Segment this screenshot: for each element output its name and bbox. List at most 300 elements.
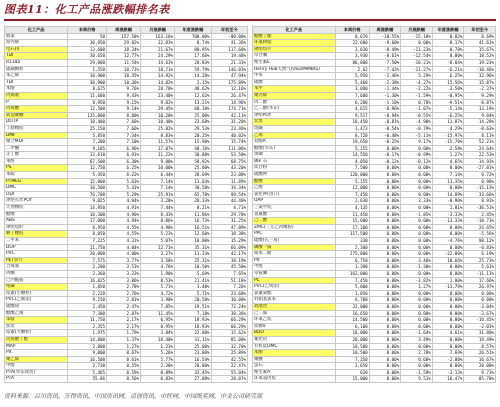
value-cell: 29.70%: [211, 211, 247, 218]
value-cell: 68.75%: [211, 158, 247, 165]
table-row: [253, 40, 496, 47]
value-cell: 16,500: [68, 356, 107, 363]
value-cell: 29,000: [68, 59, 107, 66]
value-cell: 175.89%: [211, 79, 247, 86]
product-name-cell: 钛白粉: [253, 165, 336, 172]
product-name-cell: 聚丙烯: [253, 92, 336, 99]
value-cell: 0.00%: [369, 205, 401, 212]
value-cell: 620: [335, 369, 369, 376]
value-cell: 8,675: [68, 86, 107, 93]
value-cell: -3.67%: [464, 310, 496, 317]
value-cell: -1.10%: [369, 99, 401, 106]
value-cell: 2.76%: [107, 290, 141, 297]
value-cell: 0.00%: [369, 343, 401, 350]
table-row: [5, 86, 248, 93]
table-row: [253, 172, 496, 179]
value-cell: 4.61%: [432, 330, 464, 337]
value-cell: 9,517: [335, 112, 369, 119]
product-name-cell: 甲醇: [5, 363, 68, 370]
value-cell: 2,800: [68, 343, 107, 350]
value-cell: 45.50%: [211, 264, 247, 271]
value-cell: -10.55%: [369, 33, 401, 40]
value-cell: 0.00%: [401, 310, 433, 317]
value-cell: 25.00%: [175, 165, 211, 172]
value-cell: 28.70%: [141, 86, 175, 93]
value-cell: 0.95%: [141, 317, 175, 324]
value-cell: 1,850: [68, 284, 107, 291]
value-cell: 4.00%: [107, 251, 141, 258]
product-name-cell: 乙烯: [253, 132, 336, 139]
value-cell: 0.00%: [369, 284, 401, 291]
value-cell: 24.65%: [464, 224, 496, 231]
product-name-cell: 烧碱: [253, 125, 336, 132]
value-cell: 0.00%: [432, 270, 464, 277]
value-cell: 30.36%: [211, 310, 247, 317]
value-cell: 22.08%: [175, 330, 211, 337]
value-cell: 0.00%: [369, 172, 401, 179]
value-cell: 0.00%: [369, 257, 401, 264]
value-cell: 6.25%: [432, 73, 464, 80]
value-cell: 0.00%: [369, 264, 401, 271]
value-cell: 13.35%: [432, 178, 464, 185]
table-row: [253, 218, 496, 225]
value-cell: 4.96%: [107, 211, 141, 218]
value-cell: 5,850: [68, 132, 107, 139]
value-cell: 16,025: [68, 277, 107, 284]
value-cell: 19.49%: [464, 336, 496, 343]
value-cell: 7,500: [335, 165, 369, 172]
value-cell: 5.26%: [141, 350, 175, 357]
value-cell: 0.00%: [369, 198, 401, 205]
value-cell: 5,950: [335, 73, 369, 80]
value-cell: -15.70%: [432, 139, 464, 146]
table-row: [253, 363, 496, 370]
value-cell: 14,800: [68, 336, 107, 343]
value-cell: 7.18%: [175, 310, 211, 317]
value-cell: 11.57%: [141, 139, 175, 146]
product-name-cell: 敌敌畏: [253, 303, 336, 310]
table-row: [253, 231, 496, 238]
product-name-cell: P: [5, 99, 68, 106]
value-cell: 10,500: [335, 350, 369, 357]
value-cell: -8.84%: [432, 59, 464, 66]
value-cell: -6.25%: [432, 112, 464, 119]
value-cell: 22.53%: [464, 152, 496, 159]
value-cell: 5,155: [335, 145, 369, 152]
value-cell: 16.47%: [432, 376, 464, 383]
product-name-cell: 醋酸乙烯: [5, 310, 68, 317]
value-cell: 19.23%: [464, 59, 496, 66]
table-row: [253, 66, 496, 73]
product-name-cell: 软泡聚醚: [5, 112, 68, 119]
value-cell: 0.00%: [369, 211, 401, 218]
product-name-cell: 正丁醇: [5, 152, 68, 159]
product-name-cell: ODI: [5, 191, 68, 198]
value-cell: 0.00%: [401, 205, 433, 212]
table-row: [253, 303, 496, 310]
table-row: [253, 310, 496, 317]
product-name-cell: 涤纶POY: [253, 112, 336, 119]
value-cell: 0.00%: [464, 290, 496, 297]
table-row: [253, 277, 496, 284]
table-row: [5, 165, 248, 172]
value-cell: 32.96%: [464, 73, 496, 80]
value-cell: -11.23%: [401, 46, 433, 53]
value-cell: -4.90%: [401, 119, 433, 126]
value-cell: 5,800: [335, 284, 369, 291]
value-cell: 6.96%: [107, 145, 141, 152]
value-cell: -0.55%: [401, 112, 433, 119]
product-name-cell: TDI: [5, 79, 68, 86]
value-cell: 29.53%: [175, 125, 211, 132]
value-cell: 20.33%: [175, 198, 211, 205]
value-cell: 27.08%: [175, 376, 211, 383]
value-cell: 14,550: [335, 152, 369, 159]
value-cell: 0.00%: [401, 323, 433, 330]
value-cell: 0.00%: [432, 290, 464, 297]
value-cell: 0.00%: [401, 231, 433, 238]
value-cell: 2.17%: [107, 317, 141, 324]
table-row: [253, 270, 496, 277]
product-name-cell: 醋酸丁酯: [253, 33, 336, 40]
title-rule: [4, 19, 496, 21]
value-cell: 8.57%: [464, 343, 496, 350]
value-cell: -11.11%: [464, 270, 496, 277]
value-cell: -9.60%: [369, 40, 401, 47]
value-cell: 15,000: [335, 376, 369, 383]
value-cell: 0.00%: [369, 350, 401, 357]
value-cell: 19.51%: [175, 303, 211, 310]
table-row: [5, 205, 248, 212]
value-cell: 8,050: [68, 231, 107, 238]
value-cell: 66.09%: [211, 244, 247, 251]
value-cell: 11,600: [68, 92, 107, 99]
table-row: [5, 323, 248, 330]
value-cell: 18.93%: [175, 323, 211, 330]
value-cell: -36.51%: [464, 205, 496, 212]
value-cell: 4.76%: [141, 264, 175, 271]
table-row: [5, 112, 248, 119]
value-cell: 8.11%: [464, 132, 496, 139]
value-cell: 14.92%: [141, 73, 175, 80]
value-cell: 5.77%: [141, 356, 175, 363]
value-cell: 0.00%: [369, 251, 401, 258]
value-cell: 6.25%: [107, 165, 141, 172]
value-cell: 0.78%: [401, 99, 433, 106]
value-cell: 0.95%: [141, 323, 175, 330]
tables-container: [4, 26, 496, 383]
value-cell: 4.98%: [141, 224, 175, 231]
value-cell: 8.74%: [175, 40, 211, 47]
column-header: 月涨跌幅: [141, 27, 175, 34]
value-cell: 7.26%: [211, 284, 247, 291]
value-cell: 5.71%: [141, 284, 175, 291]
value-cell: 0.00%: [432, 343, 464, 350]
product-name-cell: 天然橡胶: [5, 205, 68, 212]
value-cell: -10.45%: [464, 317, 496, 324]
value-cell: 7,200: [68, 139, 107, 146]
product-name-cell: OAP: [253, 198, 336, 205]
value-cell: 0.89%: [141, 369, 175, 376]
value-cell: 40.02%: [211, 132, 247, 139]
value-cell: 14,950: [68, 205, 107, 212]
value-cell: 5.07%: [141, 238, 175, 245]
value-cell: 0.00%: [401, 343, 433, 350]
value-cell: 15,600: [335, 218, 369, 225]
value-cell: -3.82%: [401, 277, 433, 284]
value-cell: 23.40%: [141, 92, 175, 99]
value-cell: 0.00%: [401, 317, 433, 324]
table-row: [253, 73, 496, 80]
value-cell: -8.49%: [369, 46, 401, 53]
value-cell: 10.71%: [141, 66, 175, 73]
value-cell: 65.78%: [175, 191, 211, 198]
value-cell: 0.00%: [369, 185, 401, 192]
value-cell: 20,000: [335, 336, 369, 343]
value-cell: 174.71%: [211, 106, 247, 113]
product-name-cell: 聚合MDI: [5, 139, 68, 146]
value-cell: 17.66%: [175, 53, 211, 60]
value-cell: 47.09%: [211, 224, 247, 231]
value-cell: 33.45%: [175, 369, 211, 376]
value-cell: 30.58%: [175, 185, 211, 192]
value-cell: 10.66%: [432, 257, 464, 264]
product-name-cell: 维生素E: [253, 59, 336, 66]
value-cell: 7.85%: [141, 303, 175, 310]
value-cell: -1.44%: [369, 86, 401, 93]
table-row: [253, 244, 496, 251]
value-cell: 18.38%: [211, 231, 247, 238]
value-cell: 163.16%: [141, 33, 175, 40]
value-cell: 5.71%: [175, 290, 211, 297]
table-row: [253, 59, 496, 66]
table-row: [5, 297, 248, 304]
table-row: [253, 79, 496, 86]
value-cell: 16.73%: [175, 218, 211, 225]
product-name-cell: PTA: [5, 376, 68, 383]
table-row: [5, 211, 248, 218]
value-cell: 3.77%: [107, 257, 141, 264]
value-cell: 13.64%: [175, 178, 211, 185]
value-cell: 23.68%: [175, 119, 211, 126]
table-row: [253, 205, 496, 212]
value-cell: 15.98%: [175, 139, 211, 146]
value-cell: 9.76%: [107, 86, 141, 93]
table-row: [5, 106, 248, 113]
value-cell: 3.23%: [107, 270, 141, 277]
value-cell: 4,050: [335, 158, 369, 165]
value-cell: -7.50%: [369, 59, 401, 66]
value-cell: 29.45%: [141, 106, 175, 113]
value-cell: 18,000: [335, 330, 369, 337]
value-cell: 0.00%: [401, 244, 433, 251]
table-row: [253, 224, 496, 231]
value-cell: 1.79%: [107, 330, 141, 337]
value-cell: 16,650: [335, 310, 369, 317]
column-header: 周涨跌幅: [369, 27, 401, 34]
table-row: [253, 376, 496, 383]
value-cell: 8.43%: [141, 211, 175, 218]
column-header: 本周价格: [68, 27, 107, 34]
value-cell: -6.21%: [432, 66, 464, 73]
value-cell: -1.64%: [401, 330, 433, 337]
table-row: [5, 284, 248, 291]
value-cell: 14.93%: [464, 158, 496, 165]
value-cell: 7,450: [335, 277, 369, 284]
value-cell: 55.86: [68, 376, 107, 383]
column-header: 月涨跌幅: [401, 27, 433, 34]
value-cell: -5.56%: [464, 231, 496, 238]
product-name-cell: 环氧乙烷: [253, 317, 336, 324]
value-cell: 85.70%: [464, 376, 496, 383]
table-row: [253, 178, 496, 185]
product-name-cell: 苯酐: [5, 158, 68, 165]
value-cell: -3.13%: [432, 369, 464, 376]
value-cell: 8.00%: [107, 112, 141, 119]
value-cell: 11.86%: [175, 211, 211, 218]
value-cell: 10,400: [68, 119, 107, 126]
product-name-cell: 己二酸: [253, 218, 336, 225]
product-name-cell: 电石(Ⅰ): [5, 46, 68, 53]
value-cell: -0.81%: [369, 119, 401, 126]
value-cell: 700.00%: [175, 33, 211, 40]
value-cell: 6.19%: [464, 251, 496, 258]
value-cell: 7.10%: [107, 139, 141, 146]
value-cell: 7,225: [68, 238, 107, 245]
product-name-cell: 三氯甲烷: [253, 205, 336, 212]
value-cell: 146.03%: [211, 66, 247, 73]
table-row: [253, 211, 496, 218]
table-row: [5, 251, 248, 258]
value-cell: -9.51%: [432, 99, 464, 106]
value-cell: 0.00%: [369, 231, 401, 238]
value-cell: 0.00%: [401, 178, 433, 185]
value-cell: 0.00%: [432, 317, 464, 324]
value-cell: 42.55%: [211, 356, 247, 363]
value-cell: 5.23%: [141, 231, 175, 238]
value-cell: 0.00%: [432, 303, 464, 310]
value-cell: 11.45%: [141, 310, 175, 317]
value-cell: 3.46%: [401, 257, 433, 264]
table-row: [253, 290, 496, 297]
value-cell: 3.28%: [141, 198, 175, 205]
value-cell: 0.00%: [401, 165, 433, 172]
value-cell: 24.64%: [464, 145, 496, 152]
value-cell: 0.00%: [432, 363, 464, 370]
value-cell: 30.00%: [211, 297, 247, 304]
table-row: [253, 132, 496, 139]
product-name-cell: 丙二醇: [253, 99, 336, 106]
value-cell: 99.54%: [211, 191, 247, 198]
value-cell: 5.61%: [464, 264, 496, 271]
value-cell: 3.40%: [175, 284, 211, 291]
value-cell: -4.27%: [401, 79, 433, 86]
product-name-cell: 顺丁橡胶: [5, 231, 68, 238]
value-cell: 0.00%: [369, 244, 401, 251]
value-cell: 43.20%: [211, 165, 247, 172]
value-cell: 2,360: [68, 270, 107, 277]
value-cell: 31.80%: [464, 330, 496, 337]
value-cell: 9,025: [68, 198, 107, 205]
value-cell: 31.20%: [211, 119, 247, 126]
value-cell: 5,465: [68, 369, 107, 376]
product-name-cell: 二甲醚: [5, 145, 68, 152]
product-name-cell: ABS: [5, 218, 68, 225]
product-name-cell: 氯氰菊酯: [253, 290, 336, 297]
value-cell: 47.94%: [211, 73, 247, 80]
value-cell: -0.94%: [369, 112, 401, 119]
value-cell: -12.54%: [401, 53, 433, 60]
value-cell: 5.29%: [401, 73, 433, 80]
value-cell: 17.07%: [141, 145, 175, 152]
value-cell: 53.50%: [211, 152, 247, 159]
value-cell: 14.89%: [432, 191, 464, 198]
value-cell: 9.29%: [464, 92, 496, 99]
value-cell: -15.13%: [464, 185, 496, 192]
value-cell: 6.72%: [464, 172, 496, 179]
value-cell: 72.24%: [211, 303, 247, 310]
product-name-cell: 丙烯腈: [5, 92, 68, 99]
product-name-cell: DOTP: [5, 119, 68, 126]
value-cell: 0.00%: [369, 178, 401, 185]
product-name-cell: 硫酸钾: [253, 172, 336, 179]
value-cell: 2.62: [335, 66, 369, 73]
value-cell: 0.00%: [432, 53, 464, 60]
product-name-cell: 苯酚: [253, 350, 336, 357]
value-cell: 9.51%: [401, 376, 433, 383]
value-cell: 0.98%: [464, 178, 496, 185]
value-cell: -2.37%: [464, 86, 496, 93]
value-cell: 3.90%: [141, 297, 175, 304]
value-cell: 10.00%: [141, 165, 175, 172]
table-row: [5, 191, 248, 198]
figure-title: 图表11：化工产品涨跌幅排名表: [4, 3, 170, 16]
table-row: [253, 106, 496, 113]
value-cell: 0.55%: [107, 363, 141, 370]
product-name-cell: DMC: [5, 185, 68, 192]
value-cell: 15.29%: [211, 238, 247, 245]
product-name-cell: 环氧树脂: [253, 40, 336, 47]
value-cell: 12.77%: [107, 53, 141, 60]
right-header-row: [253, 27, 496, 34]
value-cell: 0.00%: [401, 145, 433, 152]
product-name-cell: 丙酮: [5, 270, 68, 277]
value-cell: 7.34%: [107, 132, 141, 139]
value-cell: 3.49%: [401, 336, 433, 343]
table-row: [5, 125, 248, 132]
value-cell: -1.07%: [401, 106, 433, 113]
value-cell: 10.20%: [141, 112, 175, 119]
column-header: 周涨跌幅: [107, 27, 141, 34]
product-name-cell: 苯胺: [5, 317, 68, 324]
table-row: [253, 112, 496, 119]
product-name-cell: 钛精矿: [253, 323, 336, 330]
value-cell: 9.14%: [107, 106, 141, 113]
value-cell: 86,800: [335, 59, 369, 66]
value-cell: 4.31%: [107, 238, 141, 245]
value-cell: 4.55%: [107, 224, 141, 231]
value-cell: -5.11%: [401, 132, 433, 139]
value-cell: 5.41%: [107, 185, 141, 192]
value-cell: 32.83%: [141, 40, 175, 47]
table-row: [5, 92, 248, 99]
value-cell: 1.27%: [432, 152, 464, 159]
value-cell: 40.16%: [175, 145, 211, 152]
value-cell: 15,000: [68, 178, 107, 185]
product-name-cell: 聚乙烯: [5, 356, 68, 363]
value-cell: -0.79%: [401, 125, 433, 132]
value-cell: 18.52%: [464, 53, 496, 60]
